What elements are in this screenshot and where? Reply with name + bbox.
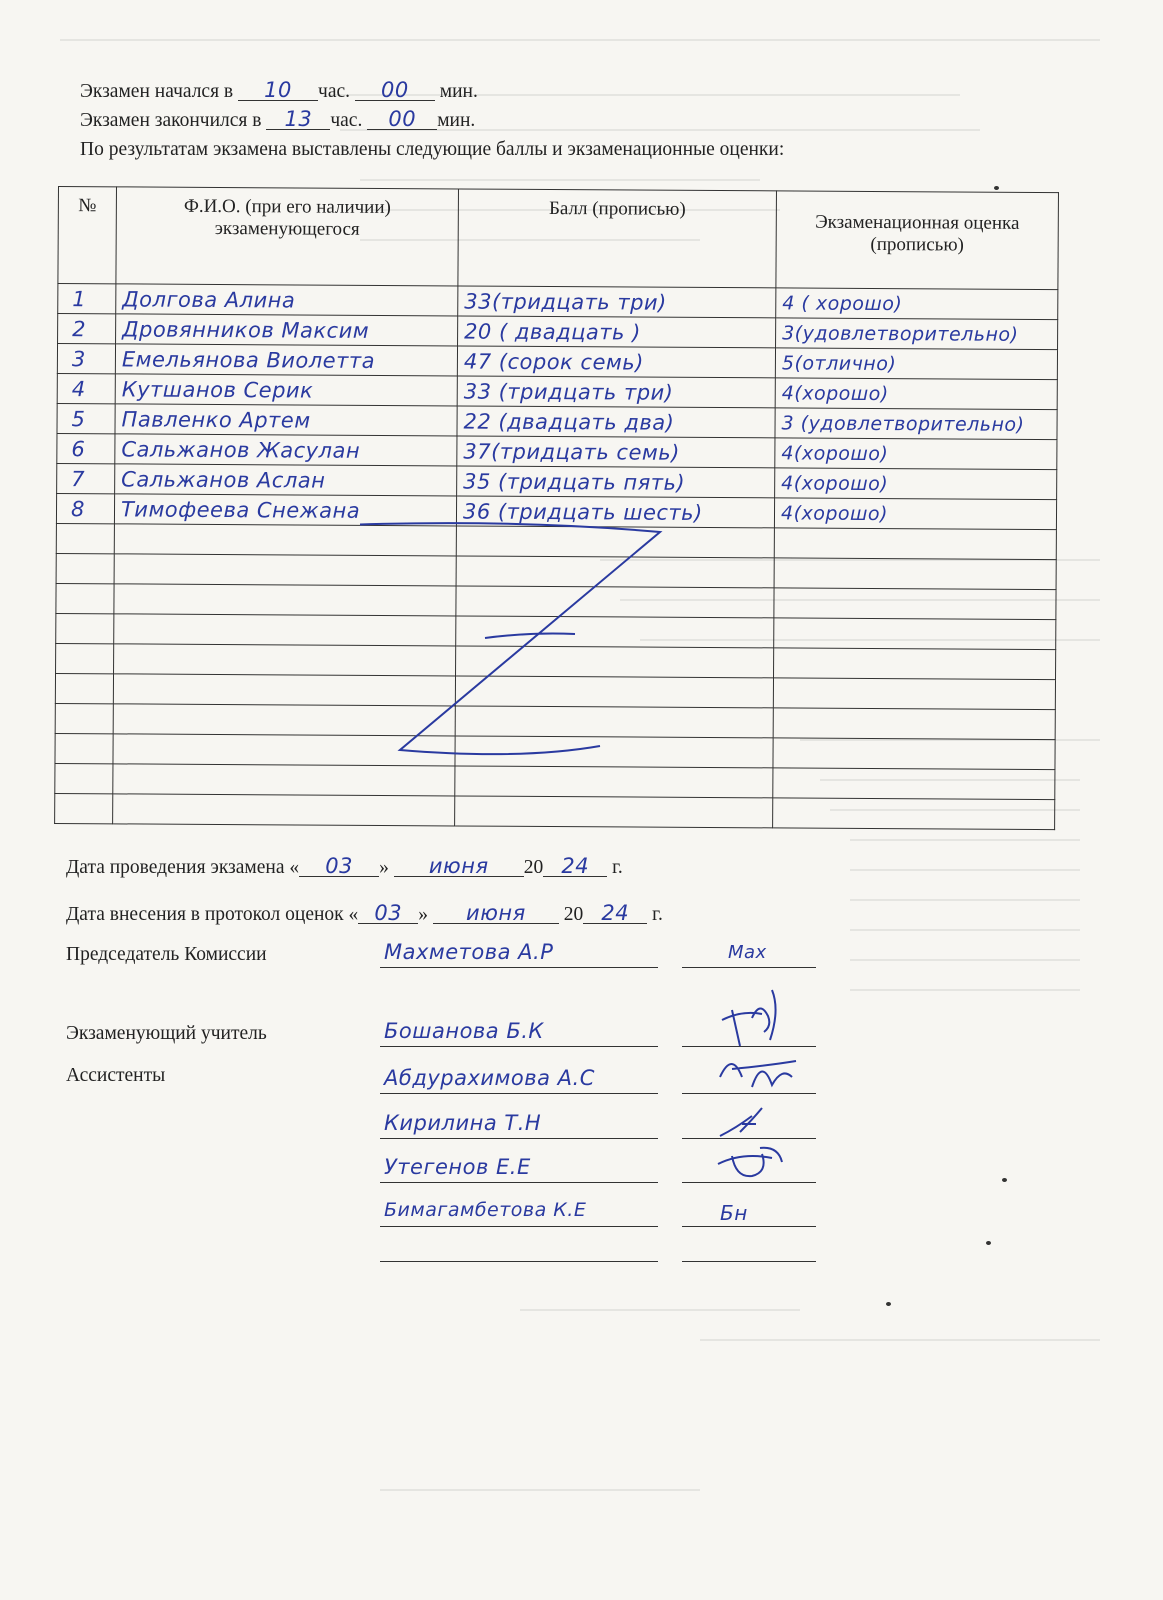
scan-speck xyxy=(994,186,999,190)
grade-words: 4(хорошо) xyxy=(775,438,1057,470)
empty-cell xyxy=(773,708,1055,740)
empty-cell xyxy=(113,734,455,766)
student-name: Долгова Алина xyxy=(116,284,458,316)
grade-words: 3(удовлетворительно) xyxy=(776,318,1058,350)
assistant-name-4: Бимагамбетова К.Е xyxy=(380,1199,658,1227)
score-words: 47 (сорок семь) xyxy=(457,346,775,378)
assistant-signature-2 xyxy=(682,1111,816,1139)
empty-cell xyxy=(56,553,114,583)
empty-cell xyxy=(456,526,774,558)
protocol-day-value: 03 xyxy=(358,903,418,924)
quote-close: » xyxy=(379,857,389,878)
student-name: Емельянова Виолетта xyxy=(115,344,457,376)
empty-cell xyxy=(774,648,1056,680)
assistant-2-scribble xyxy=(712,1102,772,1142)
empty-cell xyxy=(773,678,1055,710)
empty-cell xyxy=(456,556,774,588)
empty-cell xyxy=(455,676,773,708)
exam-day-value: 03 xyxy=(299,856,379,877)
exam-start-prefix: Экзамен начался в xyxy=(80,81,234,102)
empty-cell xyxy=(774,618,1056,650)
empty-cell xyxy=(114,584,456,616)
empty-cell xyxy=(56,583,114,613)
end-min-value: 00 xyxy=(367,109,437,130)
teacher-signature-scribble xyxy=(712,980,792,1050)
empty-cell xyxy=(455,766,773,798)
grade-words: 4(хорошо) xyxy=(774,498,1056,530)
header-grade: Экзаменационная оценка (прописью) xyxy=(776,191,1059,290)
assistant-name-1: Абдурахимова А.С xyxy=(380,1066,658,1094)
header-number: № xyxy=(58,187,117,284)
score-words: 33(тридцать три) xyxy=(458,286,776,318)
exam-start-line xyxy=(80,80,478,103)
min-unit-2: мин. xyxy=(437,110,476,131)
assistant-signature-4 xyxy=(682,1199,816,1227)
row-number: 3 xyxy=(57,344,115,374)
protocol-month-value: июня xyxy=(433,903,559,924)
empty-cell xyxy=(774,558,1056,590)
empty-cell xyxy=(113,704,455,736)
empty-cell xyxy=(455,796,773,828)
score-words: 20 ( двадцать ) xyxy=(458,316,776,348)
score-words: 37(тридцать семь) xyxy=(457,436,775,468)
year-prefix: 20 xyxy=(523,857,544,878)
hour-unit: час. xyxy=(318,81,351,102)
score-words: 22 (двадцать два) xyxy=(457,406,775,438)
exam-end-line xyxy=(80,109,475,132)
assistant-signature-3 xyxy=(682,1155,816,1183)
assistant-4-signature-text: Бн xyxy=(720,1201,748,1225)
empty-table-row xyxy=(55,793,1055,829)
empty-cell xyxy=(455,706,773,738)
end-hour-value: 13 xyxy=(266,109,330,130)
row-number: 4 xyxy=(57,373,115,403)
row-number: 5 xyxy=(57,403,115,433)
exam-end-prefix: Экзамен закончился в xyxy=(80,110,262,131)
empty-cell xyxy=(55,673,113,703)
exam-date-line xyxy=(66,856,623,879)
student-name: Сальжанов Жасулан xyxy=(115,434,457,466)
empty-cell xyxy=(113,794,455,826)
teacher-signature xyxy=(682,1019,816,1047)
teacher-name: Бошанова Б.К xyxy=(380,1019,658,1047)
protocol-date-line xyxy=(66,903,663,926)
empty-cell xyxy=(774,528,1056,560)
table-header-row xyxy=(58,187,1059,290)
empty-cell xyxy=(456,586,774,618)
grade-words: 5(отлично) xyxy=(775,348,1057,380)
empty-cell xyxy=(773,798,1055,830)
empty-cell xyxy=(55,793,113,823)
teacher-label: Экзаменующий учитель xyxy=(66,1023,267,1044)
empty-cell xyxy=(113,674,455,706)
student-name: Дровянников Максим xyxy=(116,314,458,346)
year-prefix-2: 20 xyxy=(563,904,584,925)
grade-words: 4(хорошо) xyxy=(775,378,1057,410)
assistant-name-2: Кирилина Т.Н xyxy=(380,1111,658,1139)
chair-signature xyxy=(682,940,816,968)
score-words: 36 (тридцать шесть) xyxy=(456,496,774,528)
min-unit: мин. xyxy=(439,81,478,102)
empty-cell xyxy=(456,646,774,678)
header-score: Балл (прописью) xyxy=(458,189,777,288)
quote-close-2: » xyxy=(418,904,429,925)
exam-year-value: 24 xyxy=(543,856,607,877)
row-number: 2 xyxy=(58,314,116,344)
empty-cell xyxy=(113,764,455,796)
protocol-year-value: 24 xyxy=(583,903,647,924)
year-unit-2: г. xyxy=(652,904,663,925)
scan-speck xyxy=(886,1302,891,1306)
scan-speck xyxy=(1002,1178,1007,1182)
start-min-value: 00 xyxy=(355,80,435,101)
protocol-date-prefix: Дата внесения в протокол оценок « xyxy=(66,904,359,925)
exam-month-value: июня xyxy=(394,856,524,877)
student-name: Тимофеева Снежана xyxy=(114,494,456,526)
empty-cell xyxy=(56,523,114,553)
empty-cell xyxy=(55,763,113,793)
exam-date-prefix: Дата проведения экзамена « xyxy=(66,857,300,878)
assistant-3-scribble xyxy=(712,1142,792,1186)
header-name: Ф.И.О. (при его наличии) экзаменующегося xyxy=(116,187,459,286)
results-intro: По результатам экзамена выставлены следующие баллы и экзаменационные оценки: xyxy=(80,139,785,160)
grade-words: 4 ( хорошо) xyxy=(776,288,1058,320)
empty-cell xyxy=(114,644,456,676)
row-number: 6 xyxy=(57,433,115,463)
empty-cell xyxy=(774,588,1056,620)
row-number: 7 xyxy=(57,463,115,493)
student-name: Сальжанов Аслан xyxy=(115,464,457,496)
row-number: 1 xyxy=(58,284,116,314)
score-words: 35 (тридцать пять) xyxy=(457,466,775,498)
assistant-signature-1 xyxy=(682,1066,816,1094)
empty-cell xyxy=(455,736,773,768)
grades-table xyxy=(54,186,1059,830)
empty-cell xyxy=(773,738,1055,770)
grade-words: 4(хорошо) xyxy=(775,468,1057,500)
empty-cell xyxy=(56,613,114,643)
assistant-name-blank xyxy=(380,1234,658,1262)
chair-name: Махметова А.Р xyxy=(380,940,658,968)
year-unit: г. xyxy=(612,857,623,878)
student-name: Кутшанов Серик xyxy=(115,374,457,406)
assistants-label: Ассистенты xyxy=(66,1065,166,1086)
start-hour-value: 10 xyxy=(238,80,318,101)
empty-cell xyxy=(114,614,456,646)
row-number: 8 xyxy=(56,493,114,523)
assistant-signature-blank xyxy=(682,1234,816,1262)
empty-cell xyxy=(55,703,113,733)
chair-label: Председатель Комиссии xyxy=(66,944,267,965)
student-name: Павленко Артем xyxy=(115,404,457,436)
score-words: 33 (тридцать три) xyxy=(457,376,775,408)
grade-words: 3 (удовлетворительно) xyxy=(775,408,1057,440)
empty-cell xyxy=(114,554,456,586)
empty-cell xyxy=(773,768,1055,800)
assistant-name-3: Утегенов Е.Е xyxy=(380,1155,658,1183)
empty-cell xyxy=(456,616,774,648)
chair-signature-text: Мах xyxy=(728,942,767,963)
assistant-1-scribble xyxy=(712,1047,802,1097)
hour-unit-2: час. xyxy=(330,110,363,131)
empty-cell xyxy=(55,733,113,763)
empty-cell xyxy=(56,643,114,673)
scan-speck xyxy=(986,1241,991,1245)
empty-cell xyxy=(114,524,456,556)
